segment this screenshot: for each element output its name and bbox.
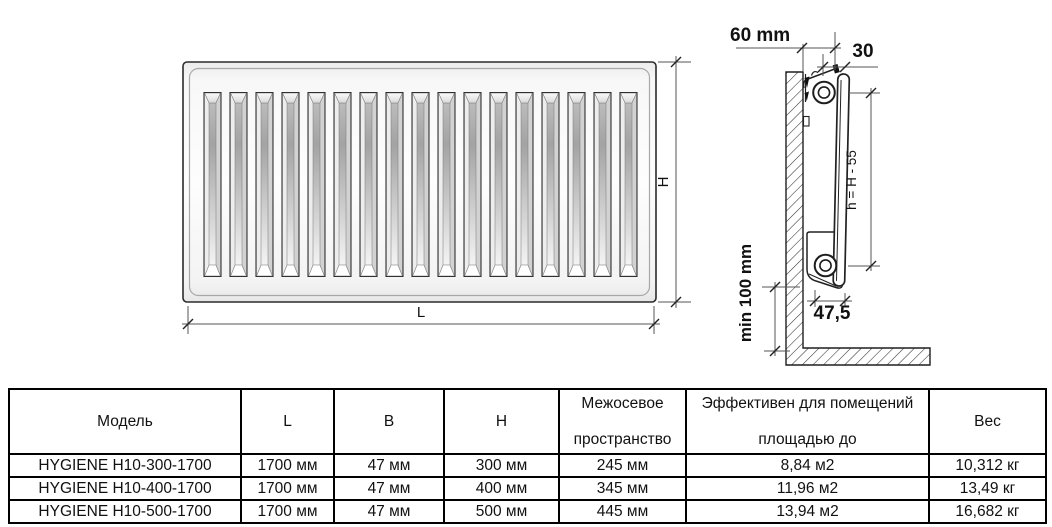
cell-height: 500 мм bbox=[444, 500, 559, 523]
cell-axle-distance: 245 мм bbox=[559, 454, 686, 477]
dim-min100-label: min 100 mm bbox=[736, 243, 755, 343]
side-view bbox=[730, 25, 930, 365]
table-row bbox=[9, 454, 1046, 477]
cell-height: 400 мм bbox=[444, 477, 559, 500]
cell-model: HYGIENE H10-300-1700 bbox=[9, 454, 241, 477]
dim-L-label: L bbox=[416, 304, 426, 321]
wall-and-floor bbox=[786, 72, 930, 365]
air-vent-plug bbox=[833, 64, 840, 74]
table-row bbox=[9, 500, 1046, 523]
cell-effective-area: 13,94 м2 bbox=[686, 500, 929, 523]
bottom-pipe-inner bbox=[820, 260, 831, 271]
cell-effective-area: 11,96 м2 bbox=[686, 477, 929, 500]
dim-H-label: H bbox=[655, 176, 672, 188]
col-header-L: L bbox=[241, 389, 334, 454]
cell-weight: 13,49 кг bbox=[929, 477, 1046, 500]
cell-axle-distance: 445 мм bbox=[559, 500, 686, 523]
dimension-30 bbox=[817, 62, 878, 72]
spec-table-header bbox=[9, 389, 1046, 454]
col-header-B: B bbox=[334, 389, 444, 454]
cell-axle-distance: 345 мм bbox=[559, 477, 686, 500]
col-header-H: H bbox=[444, 389, 559, 454]
cell-depth: 47 мм bbox=[334, 454, 444, 477]
col-header-effective-area: Эффективен для помещений площадью до bbox=[686, 389, 929, 454]
cell-depth: 47 мм bbox=[334, 477, 444, 500]
dim-60mm-label: 60 mm bbox=[730, 25, 791, 46]
cell-effective-area: 8,84 м2 bbox=[686, 454, 929, 477]
dim-30-label: 30 bbox=[852, 41, 874, 62]
dim-h-label: h = H - 55 bbox=[844, 150, 859, 210]
col-header-model: Модель bbox=[9, 389, 241, 454]
cell-length: 1700 мм bbox=[241, 454, 334, 477]
cell-length: 1700 мм bbox=[241, 477, 334, 500]
col-header-axle-distance: Межосевое пространство bbox=[559, 389, 686, 454]
cell-weight: 16,682 кг bbox=[929, 500, 1046, 523]
spec-table bbox=[8, 388, 1047, 524]
cell-model: HYGIENE H10-400-1700 bbox=[9, 477, 241, 500]
front-view bbox=[182, 56, 691, 334]
dim-47-5-label: 47,5 bbox=[813, 303, 851, 324]
panel-fins bbox=[204, 92, 638, 277]
cell-weight: 10,312 кг bbox=[929, 454, 1046, 477]
cell-height: 300 мм bbox=[444, 454, 559, 477]
table-row bbox=[9, 477, 1046, 500]
bracket-clip bbox=[804, 117, 810, 127]
top-pipe-inner bbox=[818, 87, 829, 98]
cell-depth: 47 мм bbox=[334, 500, 444, 523]
cell-length: 1700 мм bbox=[241, 500, 334, 523]
col-header-weight: Вес bbox=[929, 389, 1046, 454]
cell-model: HYGIENE H10-500-1700 bbox=[9, 500, 241, 523]
